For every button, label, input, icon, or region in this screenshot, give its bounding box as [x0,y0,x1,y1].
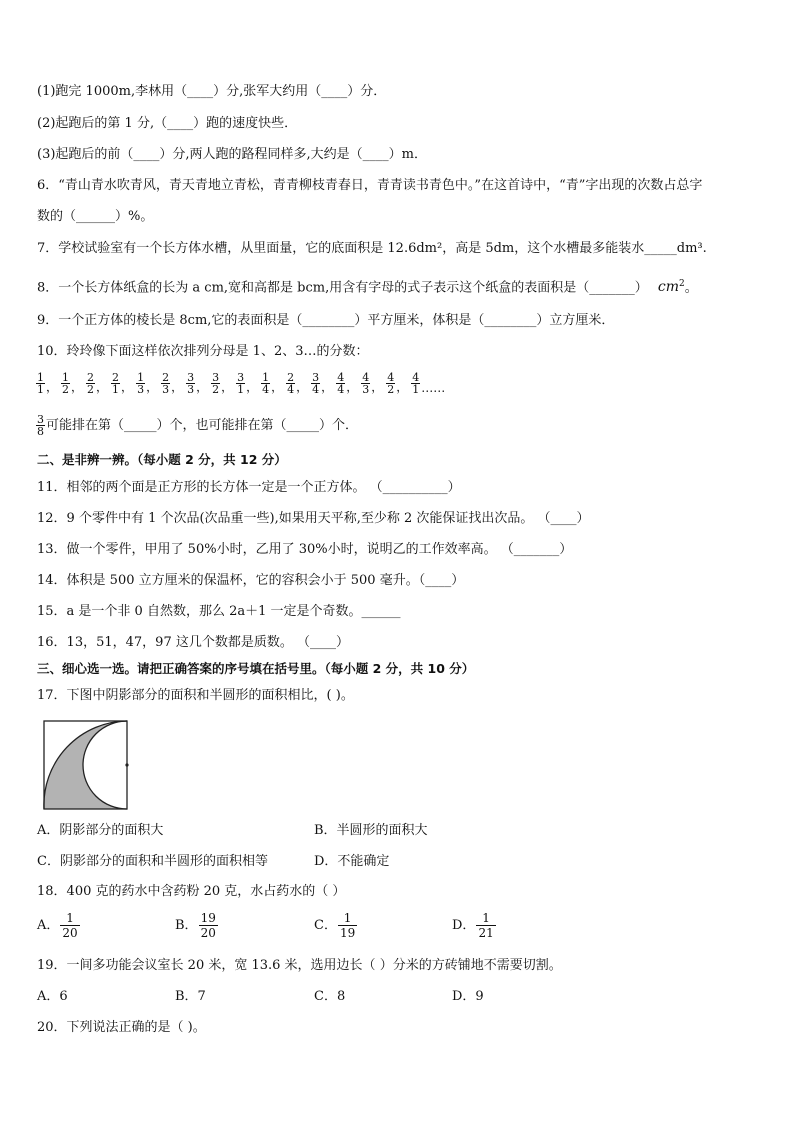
sequence-fraction [211,372,220,395]
q18-option-d [452,912,497,939]
fraction-denominator: 4 [287,383,295,396]
sequence-fraction [386,372,395,395]
fraction-numerator: 2 [112,371,120,384]
q10b-fraction [36,414,45,437]
sequence-comma: ， [121,380,134,394]
q18-option-b-letter: B． [175,918,198,933]
fraction-denominator: 4 [312,383,320,396]
q18-option-d-letter: D． [452,918,476,933]
q6-line1: 6．“青山青水吹青风，青天青地立青松，青青柳枝青春日，青青读书青色中。”在这首诗中，“青”字出现的次数占总字 [37,178,703,193]
sequence-fraction [236,372,245,395]
sequence-fraction [86,372,95,395]
q10-part2 [35,414,358,437]
q9: 9．一个正方体的棱长是 8cm,它的表面积是（________）平方厘米，体积是（________）立方厘米． [37,313,615,328]
q6-line2: 数的（______）%。 [37,209,154,224]
sequence-fraction [411,372,420,395]
sequence-fraction [61,372,70,395]
sequence-fraction [361,372,370,395]
fraction-numerator: 4 [412,371,420,384]
fraction-numerator: 1 [137,371,145,384]
q14: 14．体积是 500 立方厘米的保温杯，它的容积会小于 500 毫升。（____） [37,573,465,588]
fraction-numerator: 3 [212,371,220,384]
q17-option-b: B．半圆形的面积大 [314,823,428,838]
q7: 7．学校试验室有一个长方体水槽，从里面量，它的底面积是 12.6dm²，高是 5dm，这个水槽最多能装水_____dm³. [37,241,707,256]
sequence-fraction [136,372,145,395]
sequence-fraction [311,372,320,395]
fraction-denominator: 1 [37,383,44,396]
q19-option-b: B．7 [175,989,206,1004]
q19: 19．一间多功能会议室长 20 米，宽 13.6 米，选用边长（ ）分米的方砖铺地不需要切割。 [37,958,562,973]
q12: 12．9 个零件中有 1 个次品(次品重一些),如果用天平称,至少称 2 次能保证找出次品。 （____） [37,511,590,526]
q18-option-c-letter: C． [314,918,337,933]
fraction-denominator: 3 [362,383,370,396]
q18-a-num: 1 [60,912,79,926]
q18-c-den: 19 [339,926,356,940]
sequence-fraction [161,372,170,395]
sequence-comma: ， [271,380,284,394]
sequence-comma: ， [46,380,59,394]
fraction-numerator: 1 [37,371,44,384]
q17: 17．下图中阴影部分的面积和半圆形的面积相比，( )。 [37,688,354,703]
q18-option-a-fraction [60,912,79,939]
sequence-comma: ， [396,380,409,394]
q18-a-den: 20 [62,926,78,940]
sequence-comma: ， [146,380,159,394]
section-3-heading: 三、细心选一选。请把正确答案的序号填在括号里。（每小题 2 分，共 10 分） [37,661,475,676]
shaded-region [44,721,127,809]
sequence-comma: ， [221,380,234,394]
q10: 10．玲玲像下面这样依次排列分母是 1、2、3…的分数： [37,344,369,359]
sequence-fraction [186,372,195,395]
sequence-fraction [111,372,120,395]
center-dot [125,763,128,766]
sequence-ellipsis: …… [421,381,446,395]
q18-d-num: 1 [476,912,495,926]
fraction-denominator: 2 [387,383,395,396]
fraction-numerator: 2 [87,371,95,384]
sequence-comma: ， [371,380,384,394]
fraction-numerator: 4 [362,371,370,384]
q20: 20．下列说法正确的是（ )。 [37,1020,206,1035]
q8-end: 。 [684,280,698,296]
q16: 16．13，51，47，97 这几个数都是质数。 （____） [37,635,349,650]
q8-text: 8．一个长方体纸盒的长为 a cm,宽和高都是 bcm,用含有字母的式子表示这个纸盒的表面积是（_______） [37,280,648,296]
q18-option-b-fraction [199,912,218,939]
sequence-fraction [286,372,295,395]
fraction-numerator: 4 [337,371,345,384]
q17-option-c: C．阴影部分的面积和半圆形的面积相等 [37,854,268,869]
q10b-text: 可能排在第（_____）个，也可能排在第（_____）个． [46,418,359,433]
fraction-denominator: 1 [237,383,245,396]
fraction-denominator: 2 [87,383,95,396]
q18-b-num: 19 [200,911,216,925]
sequence-comma: ， [296,380,309,394]
sequence-comma: ， [196,380,209,394]
q8 [37,276,698,296]
q18: 18．400 克的药水中含药粉 20 克，水占药水的（ ） [37,884,346,899]
q11: 11．相邻的两个面是正方形的长方体一定是一个正方体。 （__________） [37,480,461,495]
q18-option-c-fraction [338,912,357,939]
fraction-numerator: 3 [312,371,320,384]
q18-option-b [175,912,219,939]
sequence-comma: ， [171,380,184,394]
q18-option-a [37,912,81,939]
fraction-numerator: 2 [287,371,295,384]
q5-part1: (1)跑完 1000m,李林用（____）分,张军大约用（____）分． [37,84,387,99]
fraction-numerator: 2 [162,371,170,384]
fraction-denominator: 4 [262,383,270,396]
q17-figure [43,720,131,810]
q17-option-d: D．不能确定 [314,854,390,869]
q5-part3: (3)起跑后的前（____）分,两人跑的路程同样多,大约是（____）m． [37,147,428,162]
fraction-denominator: 3 [137,383,145,396]
q18-option-a-letter: A． [37,918,60,933]
sequence-comma: ， [96,380,109,394]
fraction-denominator: 1 [412,383,420,396]
fraction-numerator: 4 [387,371,395,384]
q18-option-c [314,912,358,939]
fraction-denominator: 3 [162,383,170,396]
q18-b-den: 20 [200,926,216,940]
q5-part2: (2)起跑后的第 1 分,（____）跑的速度快些． [37,116,298,131]
sequence-comma: ， [321,380,334,394]
fraction-numerator: 1 [262,371,270,384]
fraction-denominator: 3 [187,383,195,396]
q13: 13．做一个零件，甲用了 50%小时，乙用了 30%小时，说明乙的工作效率高。 （_______） [37,542,573,557]
fraction-denominator: 4 [337,383,345,396]
q19-option-d: D．9 [452,989,484,1004]
q15: 15．a 是一个非 0 自然数，那么 2a＋1 一定是个奇数。______ [37,604,401,619]
fraction-numerator: 3 [187,371,195,384]
sequence-comma: ， [71,380,84,394]
sequence-comma: ， [246,380,259,394]
fraction-denominator: 1 [112,383,120,396]
sequence-comma: ， [346,380,359,394]
sequence-fraction [261,372,270,395]
q8-unit-sup: 2 [679,279,685,289]
q19-option-c: C．8 [314,989,346,1004]
q18-c-num: 1 [338,912,357,926]
q10-fraction-sequence [35,372,447,395]
q18-option-d-fraction [476,912,495,939]
fraction-denominator: 2 [62,383,70,396]
section-2-heading: 二、是非辨一辨。（每小题 2 分，共 12 分） [37,452,287,467]
q17-option-a: A．阴影部分的面积大 [37,823,164,838]
fraction-numerator: 3 [237,371,245,384]
q18-d-den: 21 [478,926,494,940]
fraction-numerator: 1 [62,371,70,384]
q10b-fraction-num: 3 [37,413,44,426]
q10b-fraction-den: 8 [37,425,44,438]
q8-unit: cm [657,279,679,296]
fraction-denominator: 2 [212,383,220,396]
sequence-fraction [336,372,345,395]
q19-option-a: A．6 [37,989,68,1004]
sequence-fraction [36,372,45,395]
